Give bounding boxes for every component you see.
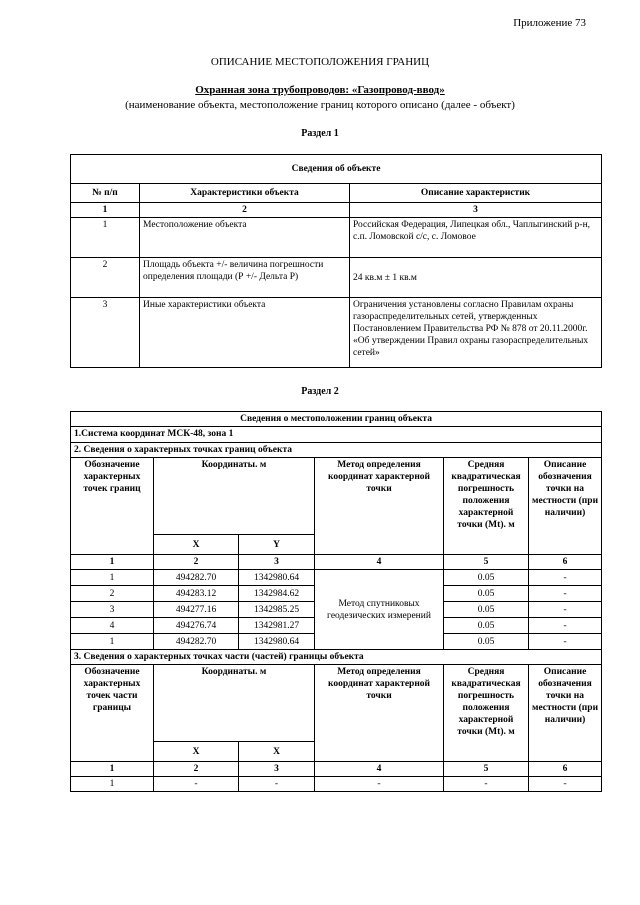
header-method: Метод определения координат характерной точки bbox=[315, 458, 444, 555]
point-x: 494277.16 bbox=[154, 602, 239, 618]
boundary-table-title: Сведения о местоположении границ объекта bbox=[71, 412, 602, 427]
point-description: - bbox=[529, 618, 602, 634]
header-coordinates: Координаты. м bbox=[154, 458, 315, 535]
coordinate-system: 1.Система координат МСК-48, зона 1 bbox=[71, 427, 602, 443]
column-number: 4 bbox=[315, 555, 444, 570]
appendix-number: Приложение 73 bbox=[513, 17, 586, 29]
point-y: 1342980.64 bbox=[239, 570, 315, 586]
point-description: - bbox=[529, 777, 602, 792]
column-number: 3 bbox=[350, 203, 602, 218]
point-error: 0.05 bbox=[444, 602, 529, 618]
point-y: 1342980.64 bbox=[239, 634, 315, 650]
table-row bbox=[71, 258, 602, 298]
measurement-method: - bbox=[315, 777, 444, 792]
point-y: 1342984.62 bbox=[239, 586, 315, 602]
column-number: 6 bbox=[529, 762, 602, 777]
point-id: 3 bbox=[71, 602, 154, 618]
point-id: 4 bbox=[71, 618, 154, 634]
point-x: 494282.70 bbox=[154, 634, 239, 650]
column-number: 6 bbox=[529, 555, 602, 570]
header-x: X bbox=[154, 535, 239, 555]
boundary-points-heading: 2. Сведения о характерных точках границ объекта bbox=[71, 443, 602, 458]
document-title: ОПИСАНИЕ МЕСТОПОЛОЖЕНИЯ ГРАНИЦ bbox=[210, 56, 430, 68]
point-id: 1 bbox=[71, 570, 154, 586]
row-description: Ограничения установлены согласно Правилам охраны газораспределительных сетей, утвержденных Постановлением Правительства РФ № 878 от 20.11.2000г. «Об утверждении Правил охраны газораспределительных сетей» bbox=[350, 298, 602, 368]
header-error: Средняя квадратическая погрешность положения характерной точки (Mt). м bbox=[444, 665, 529, 762]
point-id: 1 bbox=[71, 634, 154, 650]
column-number: 1 bbox=[71, 762, 154, 777]
row-characteristic: Местоположение объекта bbox=[140, 218, 350, 258]
table-row bbox=[71, 570, 602, 586]
point-y: - bbox=[239, 777, 315, 792]
point-error: 0.05 bbox=[444, 618, 529, 634]
object-info-table bbox=[70, 154, 602, 368]
row-characteristic: Иные характеристики объекта bbox=[140, 298, 350, 368]
point-description: - bbox=[529, 586, 602, 602]
header-description: Описание характеристик bbox=[350, 184, 602, 203]
header-x-second: X bbox=[239, 742, 315, 762]
header-y: Y bbox=[239, 535, 315, 555]
row-number: 1 bbox=[71, 218, 140, 258]
row-description: 24 кв.м ± 1 кв.м bbox=[350, 258, 602, 298]
header-point-description: Описание обозначения точки на местности (при наличии) bbox=[529, 665, 602, 762]
point-x: 494283.12 bbox=[154, 586, 239, 602]
point-x: 494276.74 bbox=[154, 618, 239, 634]
measurement-method: Метод спутниковых геодезических измерений bbox=[315, 570, 444, 650]
row-description: Российская Федерация, Липецкая обл., Чаплыгинский р-н, с.п. Ломовской с/с, с. Ломовое bbox=[350, 218, 602, 258]
table-row bbox=[71, 777, 602, 792]
header-part-point-designation: Обозначение характерных точек части границы bbox=[71, 665, 154, 762]
header-method: Метод определения координат характерной точки bbox=[315, 665, 444, 762]
point-description: - bbox=[529, 602, 602, 618]
table-row bbox=[71, 298, 602, 368]
point-description: - bbox=[529, 634, 602, 650]
header-point-designation: Обозначение характерных точек границ bbox=[71, 458, 154, 555]
table-row bbox=[71, 218, 602, 258]
column-number: 5 bbox=[444, 555, 529, 570]
row-characteristic: Площадь объекта +/- величина погрешности определения площади (Р +/- Дельта Р) bbox=[140, 258, 350, 298]
section2-label: Раздел 2 bbox=[301, 386, 339, 397]
zone-note: (наименование объекта, местоположение границ которого описано (далее - объект) bbox=[125, 99, 515, 111]
column-number: 2 bbox=[140, 203, 350, 218]
point-y: 1342981.27 bbox=[239, 618, 315, 634]
point-error: 0.05 bbox=[444, 634, 529, 650]
object-table-title: Сведения об объекте bbox=[71, 155, 602, 184]
point-error: - bbox=[444, 777, 529, 792]
point-id: 2 bbox=[71, 586, 154, 602]
header-error: Средняя квадратическая погрешность положения характерной точки (Mt). м bbox=[444, 458, 529, 555]
point-error: 0.05 bbox=[444, 586, 529, 602]
point-x: 494282.70 bbox=[154, 570, 239, 586]
column-number: 1 bbox=[71, 203, 140, 218]
column-number: 3 bbox=[239, 762, 315, 777]
section1-label: Раздел 1 bbox=[301, 128, 339, 139]
boundary-table bbox=[70, 411, 602, 792]
header-number: № п/п bbox=[71, 184, 140, 203]
point-x: - bbox=[154, 777, 239, 792]
zone-name: Охранная зона трубопроводов: «Газопровод-ввод» bbox=[195, 84, 445, 96]
point-error: 0.05 bbox=[444, 570, 529, 586]
row-number: 2 bbox=[71, 258, 140, 298]
column-number: 4 bbox=[315, 762, 444, 777]
column-number: 5 bbox=[444, 762, 529, 777]
column-number: 3 bbox=[239, 555, 315, 570]
point-description: - bbox=[529, 570, 602, 586]
column-number: 2 bbox=[154, 555, 239, 570]
column-number: 1 bbox=[71, 555, 154, 570]
part-boundary-heading: 3. Сведения о характерных точках части (частей) границы объекта bbox=[71, 650, 602, 665]
header-coordinates: Координаты. м bbox=[154, 665, 315, 742]
point-y: 1342985.25 bbox=[239, 602, 315, 618]
header-characteristic: Характеристики объекта bbox=[140, 184, 350, 203]
column-number: 2 bbox=[154, 762, 239, 777]
row-number: 3 bbox=[71, 298, 140, 368]
header-x: X bbox=[154, 742, 239, 762]
point-id: 1 bbox=[71, 777, 154, 792]
header-point-description: Описание обозначения точки на местности (при наличии) bbox=[529, 458, 602, 555]
